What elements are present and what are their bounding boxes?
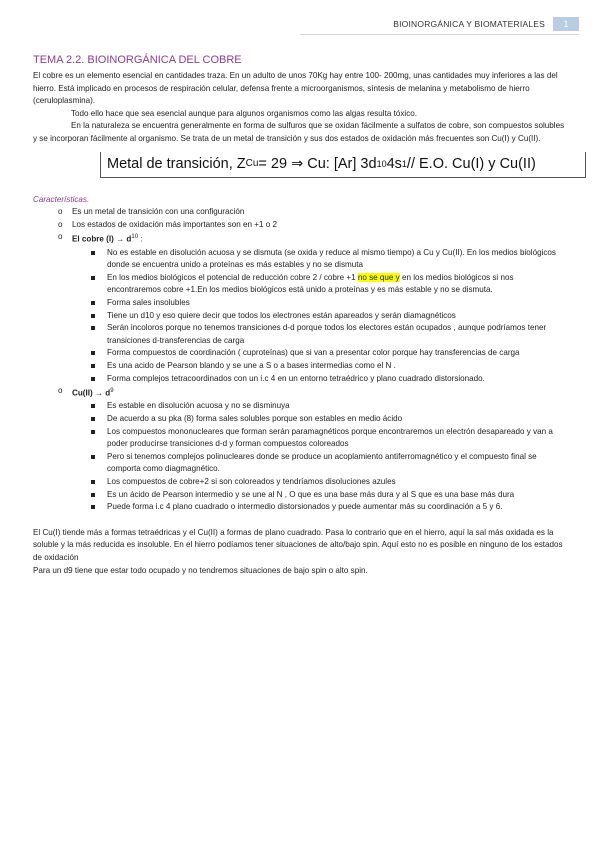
- list-item-cu2: [33, 385, 568, 514]
- sublist-item: [33, 400, 568, 413]
- page-number: 1: [553, 17, 579, 31]
- intro-paragraph-2: Todo ello hace que sea esencial aunque para algunos organismos como las algas resulta tóxico.: [71, 108, 417, 118]
- sublist-item: [33, 373, 568, 386]
- item-2-text: Los estados de oxidación más importantes son en +1 o 2: [72, 219, 277, 229]
- sublist-item: [33, 476, 568, 489]
- cu2-bullet-5: Los compuestos de cobre+2 si son coloreados y tendríamos disoluciones azules: [107, 477, 396, 486]
- sublist-item: [33, 272, 568, 297]
- formula-middle: = 29 ⇒ Cu: [Ar] 3d: [258, 155, 377, 172]
- sublist-item: [33, 297, 568, 310]
- list-item-cu1: [33, 231, 568, 385]
- sublist-item: [33, 247, 568, 272]
- cu1-label: El cobre (I) → d: [72, 235, 132, 245]
- cu2-bullet-3: Los compuestos mononucleares que forman serán paramagnéticos porque encontraremos un electrón desapareado y van a poder producirse transiciones d-d y forman compuestos coloreados: [107, 426, 553, 449]
- cu1-bullet-3: Forma sales insolubles: [107, 298, 190, 307]
- sublist-item: [33, 310, 568, 323]
- list-item: [33, 206, 568, 219]
- formula-subscript: Cu: [245, 157, 259, 169]
- formula-sup-1: 10: [376, 158, 387, 169]
- cu2-bullet-6: Es un ácido de Pearson intermedio y se une al N , O que es una base más dura y al S que es una base más dura: [107, 489, 515, 499]
- cu1-bullet-2-pre: En los medios biológicos el potencial de reducción cobre 2 / cobre +1: [107, 272, 358, 282]
- cu1-sublist: [33, 247, 568, 386]
- cu1-bullet-6: Forma compuestos de coordinación ( cuproteínas) que si van a presentar color porque hay transferencias de carga: [107, 348, 520, 358]
- intro-paragraph-3: En la naturaleza se encuentra generalmente en forma de sulfuros que se oxidan fácilmente a sulfatos de cobre, son compuestos solubles y se incorporan fácilmente al organismo. Se trata de un metal de transición y sus dos estados de oxidación más frecuentes son Cu(I) y Cu(II).: [33, 121, 565, 143]
- item-1-text: Es un metal de transición con una configuración: [72, 207, 245, 217]
- electron-configuration-formula: [100, 152, 586, 178]
- document-title: TEMA 2.2. BIOINORGÁNICA DEL COBRE: [33, 54, 242, 66]
- cu2-sublist: [33, 400, 568, 513]
- sublist-item: [33, 426, 568, 451]
- cu1-bullet-4: Tiene un d10 y eso quiere decir que todos los electrones están apareados y serán diamagnéticos: [107, 310, 456, 320]
- cu1-bullet-7: Es una acido de Pearson blando y se une a S o a bases intermedias como el N .: [107, 360, 396, 370]
- formula-mid-2: 4s: [386, 155, 402, 172]
- cu2-bullet-2: De acuerdo a su pka (8) forma sales solubles porque son estables en medio ácido: [107, 414, 403, 424]
- cu1-bullet-1: No es estable en disolución acuosa y se dismuta (se oxida y reduce al mismo tiempo) a Cu y Cu(II). En los medios biológicos donde se encuentra unido a proteínas es más estables y no se dismuta: [107, 247, 556, 270]
- cu1-bullet-5: Serán incoloros porque no tenemos transiciones d-d porque todos los electores están ocupados , aunque podríamos tener transiciones d-transferencias de carga: [107, 323, 547, 345]
- highlighted-text: no se que y: [357, 272, 400, 282]
- sublist-item: [33, 489, 568, 502]
- cu1-colon: :: [138, 235, 143, 245]
- cu2-label: Cu(II) → d: [72, 388, 111, 398]
- cu1-bullet-2-post: en los medios biológicos si nos encontraremos cobre +1.En los medios biológicos está unido a proteínas y es más estable y no se dismuta.: [107, 272, 514, 295]
- header-divider: [300, 34, 579, 35]
- page-header: [393, 16, 579, 32]
- intro-paragraph-1: El cobre es un elemento esencial en cantidades traza. En un adulto de unos 70Kg hay entre 100- 200mg, unas cantidades muy inferiores a las del hierro. Está implicado en procesos de respiración celular, defensa frente a microorganismos, síntesis de melanina y metabolismo de hierro (ceruloplasmina).: [33, 71, 558, 106]
- cu1-bullet-8: Forma complejos tetracoordinados con un i.c 4 en un entorno tetraédrico y plano cuadrado distorsionado.: [107, 373, 485, 383]
- sublist-item: [33, 451, 568, 476]
- cu2-bullet-4: Pero si tenemos complejos polinucleares donde se produce un acoplamiento antiferromagnético y el compuesto final se comporta como diagmagnético.: [107, 451, 537, 474]
- sublist-item: [33, 501, 568, 514]
- list-item: [33, 219, 568, 232]
- sublist-item: [33, 360, 568, 373]
- closing-paragraph-1: El Cu(I) tiende más a formas tetraédricas y el Cu(II) a formas de plano cuadrado. Pasa lo contrario que en el hierro, aquí la sal más oxidada es la soluble y la más reducida es insoluble. En el hierro podíamos tener situaciones de alto/bajo spin. Aquí esto no es posible en ninguno de los estados de oxidación: [33, 527, 563, 562]
- cu2-bullet-7: Puede forma i.c 4 plano cuadrado o intermedio distorsionados y puede aumentar más su coordinación a 5 y 6.: [107, 502, 503, 512]
- characteristics-list: [33, 206, 568, 514]
- document-body: [33, 53, 568, 577]
- cu2-bullet-1: Es estable en disolución acuosa y no se disminuya: [107, 401, 290, 411]
- cu2-superscript: 9: [110, 388, 114, 395]
- sublist-item: [33, 347, 568, 360]
- section-heading: Características.: [33, 194, 90, 204]
- formula-sup-2: 1: [401, 158, 407, 169]
- cu1-superscript: 10: [131, 234, 139, 241]
- closing-paragraph-2: Para un d9 tiene que estar todo ocupado y no tendremos situaciones de bajo spin o alto spin.: [33, 565, 368, 575]
- formula-suffix: // E.O. Cu(I) y Cu(II): [406, 155, 536, 172]
- sublist-item: [33, 413, 568, 426]
- formula-prefix: Metal de transición, Z: [107, 155, 246, 172]
- sublist-item: [33, 322, 568, 347]
- header-title: BIOINORGÁNICA Y BIOMATERIALES: [393, 19, 545, 29]
